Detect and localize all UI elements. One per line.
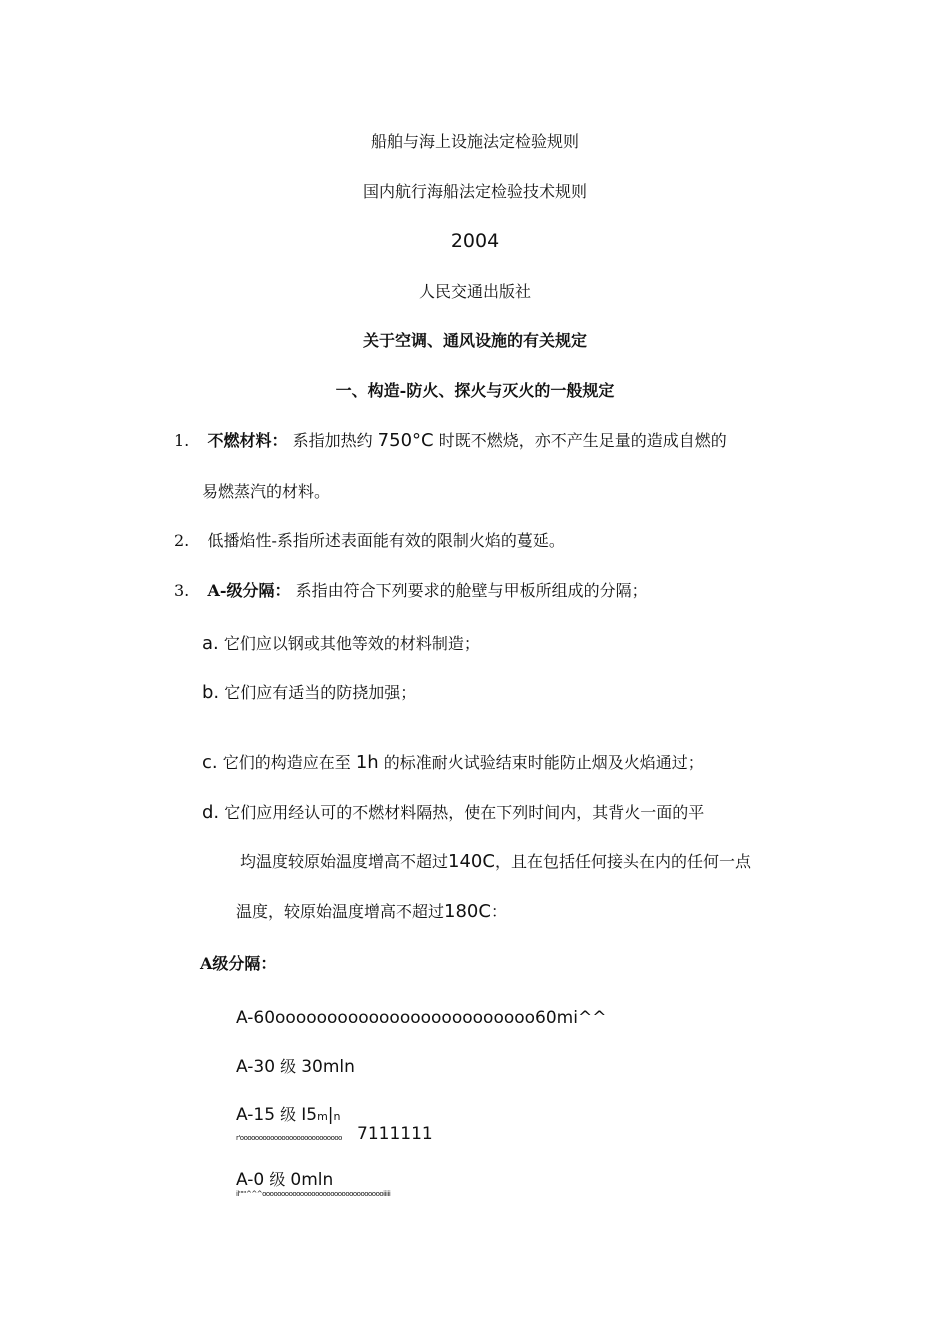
item-number: 1. xyxy=(174,431,190,450)
item-number: 3. xyxy=(174,581,190,600)
a-class-row-15-noise: r'ooooooooooooooooooooooooooo xyxy=(236,1134,342,1142)
list-item-3 xyxy=(174,580,648,602)
row-time: | xyxy=(327,1105,334,1125)
a-class-row-60: A-60ooooooooooooooooooooooooo60mi^^ xyxy=(236,1008,607,1028)
a-class-row-0 xyxy=(236,1169,333,1191)
sub-item-text: 的标准耐火试验结束时能防止烟及火焰通过； xyxy=(383,753,704,772)
doc-year: 2004 xyxy=(450,230,500,252)
row-grade: 级 xyxy=(280,1105,297,1124)
row-time: 30mln xyxy=(301,1057,355,1077)
item-text: 低播焰性-系指所述表面能有效的限制火焰的蔓延。 xyxy=(207,531,565,550)
item-text: 系指由符合下列要求的舱壁与甲板所组成的分隔； xyxy=(295,581,648,600)
sub-item-text: ，且在包括任何接头在内的任何一点 xyxy=(494,852,751,871)
item-term: 不燃材料： xyxy=(207,431,288,450)
sub-item-text: 均温度较原始温度增高不超过 xyxy=(240,852,449,871)
row-code: A-30 xyxy=(236,1057,276,1077)
item-text: 时既不燃烧，亦不产生足量的造成自燃的 xyxy=(438,431,727,450)
row-time-sub: n xyxy=(333,1110,341,1123)
a-class-heading: A级分隔： xyxy=(200,954,277,973)
item-term: A-级分隔： xyxy=(207,581,291,600)
list-item-1-continuation: 易燃蒸汽的材料。 xyxy=(202,482,331,501)
a-class-row-30 xyxy=(236,1056,355,1078)
row-grade: 级 xyxy=(280,1057,297,1076)
a-class-row-15 xyxy=(236,1104,341,1128)
row-code: A-15 xyxy=(236,1105,276,1125)
a-class-row-15-tail: 7111111 xyxy=(357,1124,433,1144)
sub-item-value: 140C xyxy=(448,851,495,872)
item-value: 750°C xyxy=(377,430,434,451)
list-item-2 xyxy=(174,530,565,552)
sub-item-d xyxy=(202,802,704,824)
sub-item-text: 它们应有适当的防挠加强； xyxy=(224,683,417,702)
section-title: 关于空调、通风设施的有关规定 xyxy=(362,331,587,350)
subsection-title: 一、构造-防火、探火与灭火的一般规定 xyxy=(335,381,615,400)
list-item-1 xyxy=(174,430,727,452)
sub-item-c xyxy=(202,752,704,774)
sub-item-letter: b. xyxy=(202,682,220,703)
a-class-row-0-noise: il'''''^^^ooooooooooooooooooooooooooooooooiiiii xyxy=(236,1190,391,1198)
item-number: 2. xyxy=(174,531,190,550)
sub-item-d-continuation-1 xyxy=(240,851,751,873)
sub-item-value: 1h xyxy=(355,752,379,773)
sub-item-text: ： xyxy=(490,902,507,921)
row-time: I5 xyxy=(301,1105,318,1125)
sub-item-text: 它们的构造应在至 xyxy=(222,753,351,772)
sub-item-a xyxy=(202,633,480,655)
sub-item-text: 温度，较原始温度增高不超过 xyxy=(236,902,445,921)
sub-item-text: 它们应用经认可的不燃材料隔热，使在下列时间内，其背火一面的平 xyxy=(224,803,705,822)
doc-publisher: 人民交通出版社 xyxy=(418,282,531,301)
sub-item-value: 180C xyxy=(444,901,491,922)
sub-item-b xyxy=(202,682,416,704)
sub-item-letter: a. xyxy=(202,633,219,654)
row-time-sub: m xyxy=(317,1110,328,1123)
sub-item-letter: d. xyxy=(202,802,220,823)
item-text: 系指加热约 xyxy=(292,431,373,450)
row-code: A-0 xyxy=(236,1170,265,1190)
row-time: 0mln xyxy=(290,1170,334,1190)
row-grade: 级 xyxy=(269,1170,286,1189)
sub-item-letter: c. xyxy=(202,752,218,773)
doc-title-2: 国内航行海船法定检验技术规则 xyxy=(362,182,587,201)
doc-title-1: 船舶与海上设施法定检验规则 xyxy=(370,132,579,151)
sub-item-text: 它们应以钢或其他等效的材料制造； xyxy=(223,634,480,653)
sub-item-d-continuation-2 xyxy=(236,901,507,923)
